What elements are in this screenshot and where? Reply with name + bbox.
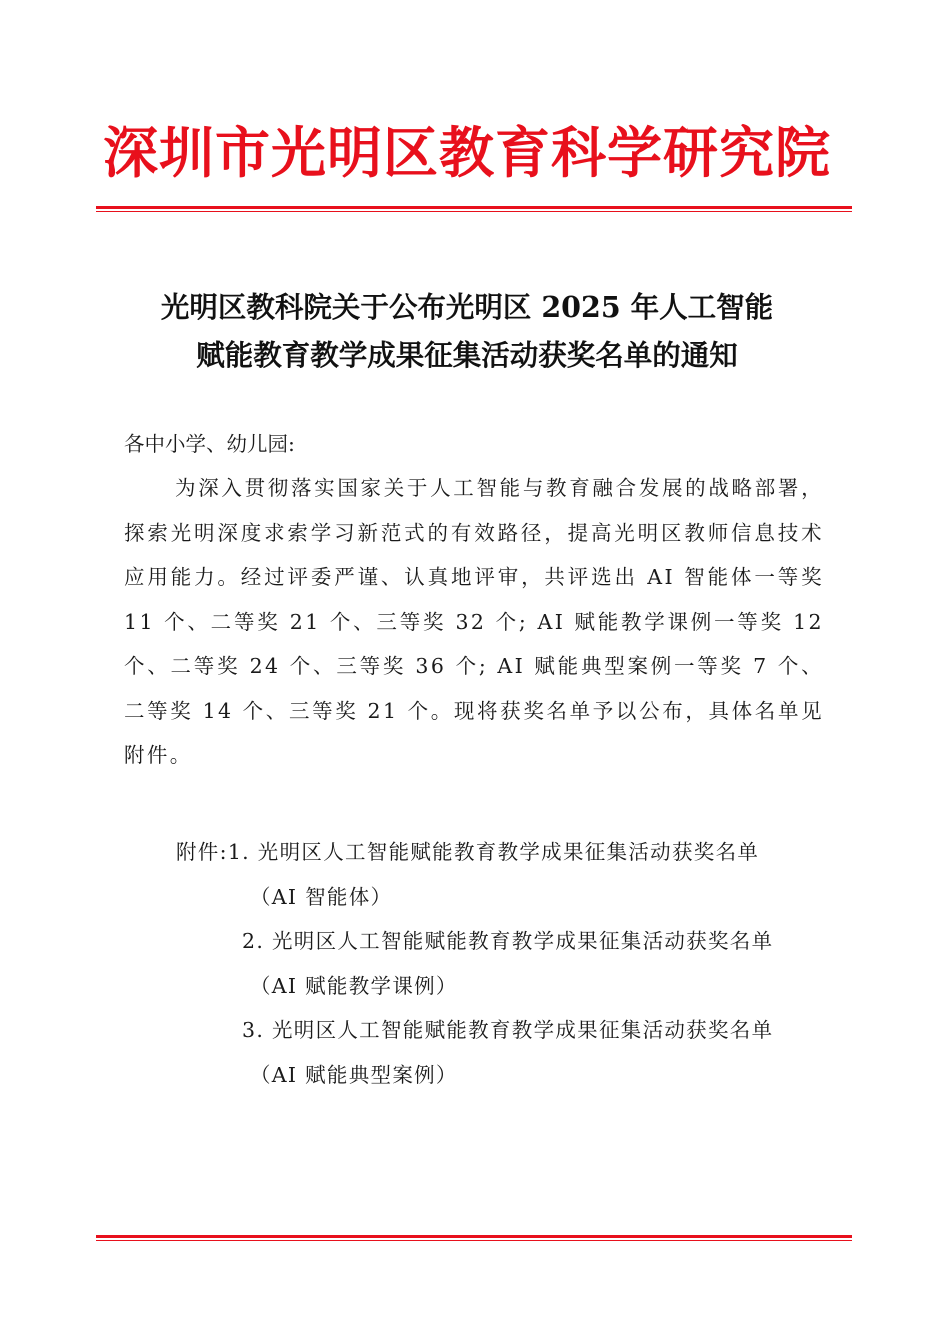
organization-header: 深圳市光明区教育科学研究院 [102,120,831,185]
attachment-item-2: 2. 光明区人工智能赋能教育教学成果征集活动获奖名单 [242,929,774,953]
attachment-item-1 [176,830,836,875]
attachment-subtitle: （AI 赋能典型案例） [250,1062,458,1087]
attachments-label: 附件: [176,840,228,864]
document-title [100,283,834,379]
salutation: 各中小学、幼儿园: [124,432,295,456]
attachment-subtitle: （AI 赋能教学课例） [250,973,458,998]
attachment-title: 1. 光明区人工智能赋能教育教学成果征集活动获奖名单 [227,840,760,864]
attachment-subtitle: （AI 智能体） [250,884,393,909]
body-paragraph: 为深入贯彻落实国家关于人工智能与教育融合发展的战略部署，探索光明深度求索学习新范式的有效路径，提高光明区教师信息技术应用能力。经过评委严谨、认真地评审，共评选出 AI 智能体一等奖 11 个、二等奖 21 个、三等奖 32 个; AI 赋能教学课例一等奖 12 个、二等奖 24 个、三等奖 36 个; AI 赋能典型案例一等奖 7 个、二等奖 14 个、三等奖 21 个。现将获奖名单予以公布，具体名单见附件。 [124,476,824,767]
footer-divider [96,1235,852,1241]
header-divider [96,206,852,212]
attachment-item-3: 3. 光明区人工智能赋能教育教学成果征集活动获奖名单 [242,1018,774,1042]
document-title-line-2: 赋能教育教学成果征集活动获奖名单的通知 [196,338,738,372]
attachments-list [176,830,836,1097]
document-title-line-1: 光明区教科院关于公布光明区 2025 年人工智能 [160,290,774,324]
